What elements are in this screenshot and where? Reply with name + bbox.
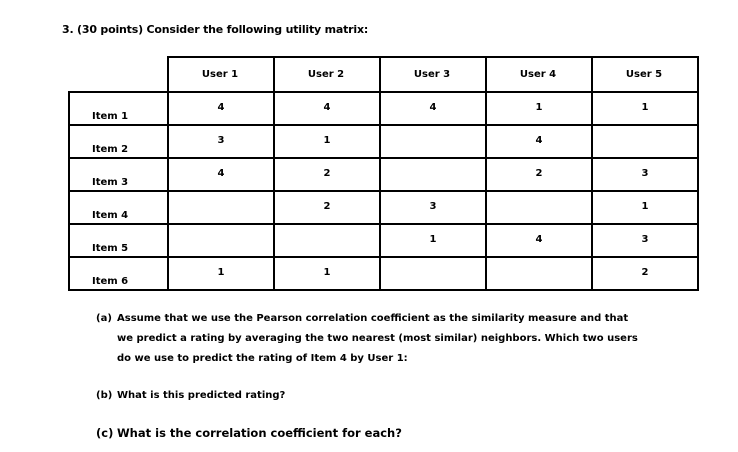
corner-cell	[69, 57, 168, 92]
rating-cell: 2	[486, 158, 592, 191]
column-header-user-2: User 2	[274, 57, 380, 92]
row-label-item-6: Item 6	[69, 257, 168, 290]
question-a-line-2: we predict a rating by averaging the two nearest (most similar) neighbors. Which two users	[117, 333, 638, 344]
table-row	[69, 92, 698, 125]
column-header-user-5: User 5	[592, 57, 698, 92]
column-header-user-3: User 3	[380, 57, 486, 92]
row-label-item-3: Item 3	[69, 158, 168, 191]
rating-cell: 1	[380, 224, 486, 257]
problem-heading: 3. (30 points) Consider the following utility matrix:	[62, 23, 369, 36]
rating-cell	[486, 257, 592, 290]
rating-cell: 3	[168, 125, 274, 158]
rating-cell: 4	[380, 92, 486, 125]
question-a-line-3: do we use to predict the rating of Item 4 by User 1:	[117, 353, 408, 364]
rating-cell: 2	[274, 191, 380, 224]
question-b	[96, 386, 285, 406]
rating-cell	[380, 158, 486, 191]
rating-cell: 4	[486, 224, 592, 257]
rating-cell: 1	[168, 257, 274, 290]
rating-cell: 1	[592, 191, 698, 224]
question-a-label: (a)	[96, 313, 112, 324]
rating-cell: 3	[592, 224, 698, 257]
column-header-user-1: User 1	[168, 57, 274, 92]
utility-matrix	[68, 56, 699, 291]
table-row	[69, 125, 698, 158]
rating-cell: 2	[592, 257, 698, 290]
rating-cell: 4	[168, 92, 274, 125]
rating-cell: 1	[274, 125, 380, 158]
question-c-text: What is the correlation coefficient for each?	[117, 426, 402, 440]
rating-cell: 4	[274, 92, 380, 125]
table-row	[69, 224, 698, 257]
header-row	[69, 57, 698, 92]
rating-cell: 2	[274, 158, 380, 191]
row-label-item-2: Item 2	[69, 125, 168, 158]
rating-cell: 4	[486, 125, 592, 158]
rating-cell	[168, 191, 274, 224]
rating-cell	[168, 224, 274, 257]
table-row	[69, 257, 698, 290]
table-row	[69, 158, 698, 191]
rating-cell	[274, 224, 380, 257]
column-header-user-4: User 4	[486, 57, 592, 92]
rating-cell: 1	[486, 92, 592, 125]
rating-cell	[380, 257, 486, 290]
row-label-item-1: Item 1	[69, 92, 168, 125]
question-a	[96, 309, 656, 369]
question-c	[96, 423, 402, 443]
row-label-item-4: Item 4	[69, 191, 168, 224]
rating-cell: 4	[168, 158, 274, 191]
rating-cell	[380, 125, 486, 158]
question-b-label: (b)	[96, 390, 113, 401]
rating-cell	[486, 191, 592, 224]
row-label-item-5: Item 5	[69, 224, 168, 257]
rating-cell	[592, 125, 698, 158]
rating-cell: 3	[380, 191, 486, 224]
question-b-text: What is this predicted rating?	[117, 390, 286, 401]
question-c-label: (c)	[96, 426, 114, 440]
table-row	[69, 191, 698, 224]
rating-cell: 1	[274, 257, 380, 290]
question-a-line-1: Assume that we use the Pearson correlation coefficient as the similarity measure and that	[117, 313, 629, 324]
rating-cell: 3	[592, 158, 698, 191]
rating-cell: 1	[592, 92, 698, 125]
